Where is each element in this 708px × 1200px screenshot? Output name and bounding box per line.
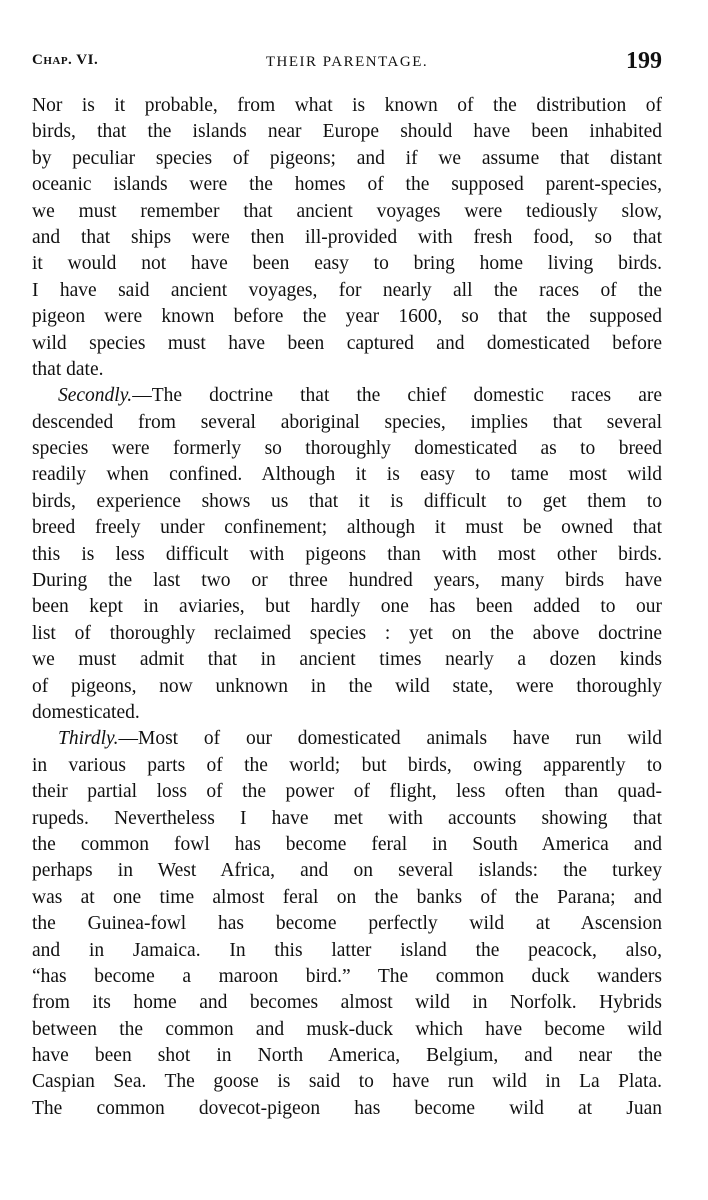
paragraph-lead-word: Thirdly. — [58, 728, 119, 750]
text-line: I have said ancient voyages, for nearly all the races of the — [32, 279, 662, 301]
text-line: pigeon were known before the year 1600, so that the supposed — [32, 306, 662, 328]
text-line: by peculiar species of pigeons; and if we assume that distant — [32, 147, 662, 169]
text-line: we must remember that ancient voyages were tediously slow, — [32, 200, 662, 222]
text-line: and that ships were then ill-provided with fresh food, so that — [32, 226, 662, 248]
text-line: The common dovecot-pigeon has become wild at Juan — [32, 1097, 662, 1119]
running-head — [32, 50, 662, 80]
text-line: wild species must have been captured and domesticated before — [32, 332, 662, 354]
text-line: been kept in aviaries, but hardly one has been added to our — [32, 596, 662, 618]
paragraph-lead-word: Secondly. — [58, 385, 133, 407]
body-text — [32, 93, 662, 1122]
text-line: we must admit that in ancient times nearly a dozen kinds — [32, 649, 662, 671]
text-line: between the common and musk-duck which have become wild — [32, 1018, 662, 1040]
text-line: have been shot in North America, Belgium, and near the — [32, 1045, 662, 1067]
text-line: birds, experience shows us that it is difficult to get them to — [32, 490, 662, 512]
text-line: species were formerly so thoroughly domesticated as to breed — [32, 438, 662, 460]
text-line: domesticated. — [32, 701, 140, 723]
text-line: list of thoroughly reclaimed species : yet on the above doctrine — [32, 622, 662, 644]
text-line: it would not have been easy to bring home living birds. — [32, 253, 662, 275]
text-line: of pigeons, now unknown in the wild state, were thoroughly — [32, 675, 662, 697]
book-page — [32, 0, 662, 1200]
paragraph-first-line — [32, 383, 662, 409]
text-line: rupeds. Nevertheless I have met with accounts showing that — [32, 807, 662, 829]
text-line: breed freely under confinement; although it must be owned that — [32, 517, 662, 539]
text-line: was at one time almost feral on the banks of the Parana; and — [32, 886, 662, 908]
text-line: and in Jamaica. In this latter island the peacock, also, — [32, 939, 662, 961]
page-number: 199 — [626, 48, 662, 74]
text-line: Nor is it probable, from what is known of the distribution of — [32, 95, 662, 116]
text-line: this is less difficult with pigeons than with most other birds. — [32, 543, 662, 565]
text-line: the Guinea-fowl has become perfectly wild at Ascension — [32, 913, 662, 935]
text-line: their partial loss of the power of flight, less often than quad- — [32, 781, 662, 803]
text-segment: —Most of our domesticated animals have run wild — [118, 728, 662, 750]
text-line: perhaps in West Africa, and on several islands: the turkey — [32, 860, 662, 882]
text-line: from its home and becomes almost wild in Norfolk. Hybrids — [32, 992, 662, 1014]
text-segment: —The doctrine that the chief domestic races are — [132, 385, 662, 407]
text-line: birds, that the islands near Europe should have been inhabited — [32, 121, 662, 143]
text-line: oceanic islands were the homes of the supposed parent-species, — [32, 174, 662, 196]
text-line: descended from several aboriginal species, implies that several — [32, 411, 662, 433]
text-line: “has become a maroon bird.” The common duck wanders — [32, 965, 662, 987]
text-line: readily when confined. Although it is easy to tame most wild — [32, 464, 662, 486]
chapter-label: Chap. VI. — [32, 52, 99, 68]
paragraph-first-line — [32, 726, 662, 752]
text-line: that date. — [32, 358, 104, 380]
running-title: THEIR PARENTAGE. — [265, 54, 429, 70]
text-line: in various parts of the world; but birds, owing apparently to — [32, 754, 662, 776]
text-line: Caspian Sea. The goose is said to have run wild in La Plata. — [32, 1071, 662, 1093]
text-line: the common fowl has become feral in South America and — [32, 833, 662, 855]
text-line: During the last two or three hundred years, many birds have — [32, 570, 662, 592]
